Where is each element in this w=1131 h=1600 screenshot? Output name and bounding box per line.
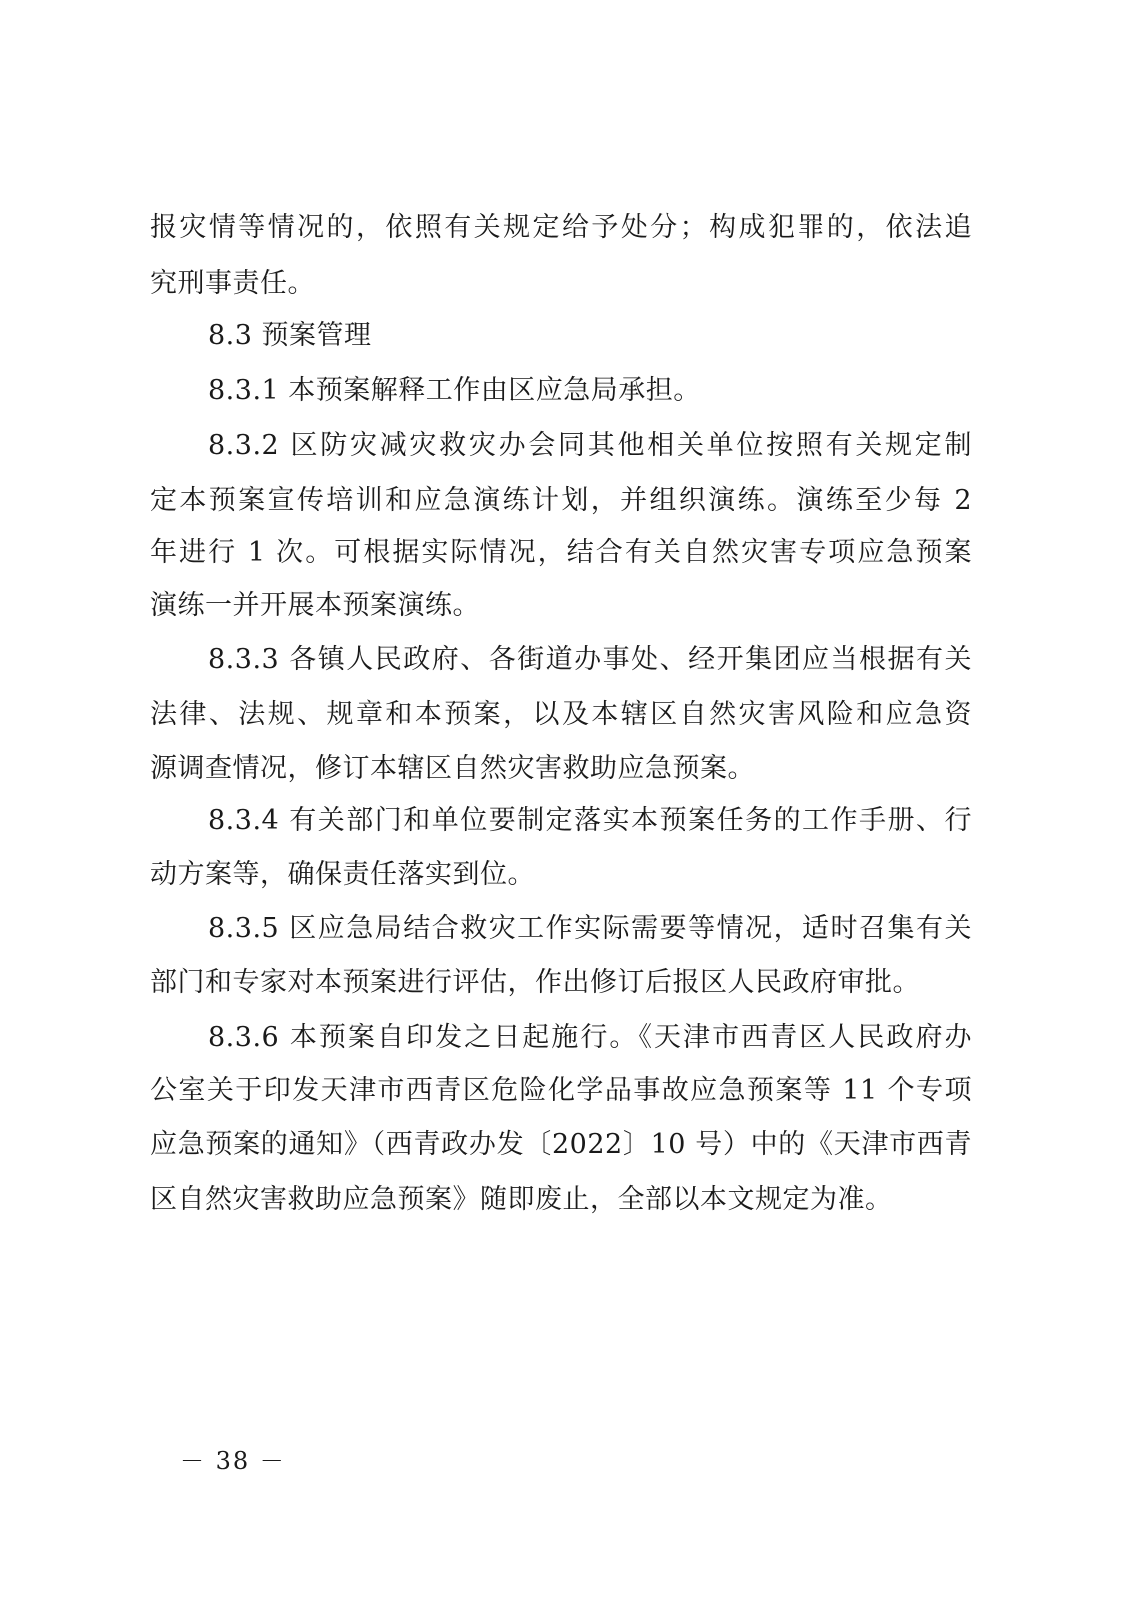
paragraph-line: 8.3.3 各镇人民政府、各街道办事处、经开集团应当根据有关 [208,644,972,675]
paragraph-line: 究刑事责任。 [150,268,315,299]
paragraph-line: 动方案等，确保责任落实到位。 [150,859,535,890]
paragraph-line: 8.3.5 区应急局结合救灾工作实际需要等情况，适时召集有关 [208,913,972,944]
paragraph-line: 报灾情等情况的，依照有关规定给予处分；构成犯罪的，依法追 [150,212,972,243]
paragraph-line: 8.3.2 区防灾减灾救灾办会同其他相关单位按照有关规定制 [208,430,972,461]
paragraph-line: 演练一并开展本预案演练。 [150,590,480,621]
paragraph-line: 8.3.6 本预案自印发之日起施行。《天津市西青区人民政府办 [208,1022,972,1053]
paragraph-line: 年进行 1 次。可根据实际情况，结合有关自然灾害专项应急预案 [150,537,972,568]
paragraph-line: 源调查情况，修订本辖区自然灾害救助应急预案。 [150,753,755,784]
paragraph-line: 定本预案宣传培训和应急演练计划，并组织演练。演练至少每 2 [150,485,972,516]
paragraph-line: 部门和专家对本预案进行评估，作出修订后报区人民政府审批。 [150,967,920,998]
paragraph-line: 公室关于印发天津市西青区危险化学品事故应急预案等 11 个专项 [150,1075,972,1106]
page-number: － 38 － [180,1447,286,1475]
paragraph-line: 区自然灾害救助应急预案》随即废止，全部以本文规定为准。 [150,1184,893,1215]
paragraph-line: 法律、法规、规章和本预案，以及本辖区自然灾害风险和应急资 [150,699,972,730]
paragraph-line: 8.3.1 本预案解释工作由区应急局承担。 [208,375,701,406]
paragraph-line: 8.3.4 有关部门和单位要制定落实本预案任务的工作手册、行 [208,805,972,836]
paragraph-line: 应急预案的通知》（西青政办发〔2022〕10 号）中的《天津市西青 [150,1129,972,1160]
section-heading: 8.3 预案管理 [208,320,372,351]
